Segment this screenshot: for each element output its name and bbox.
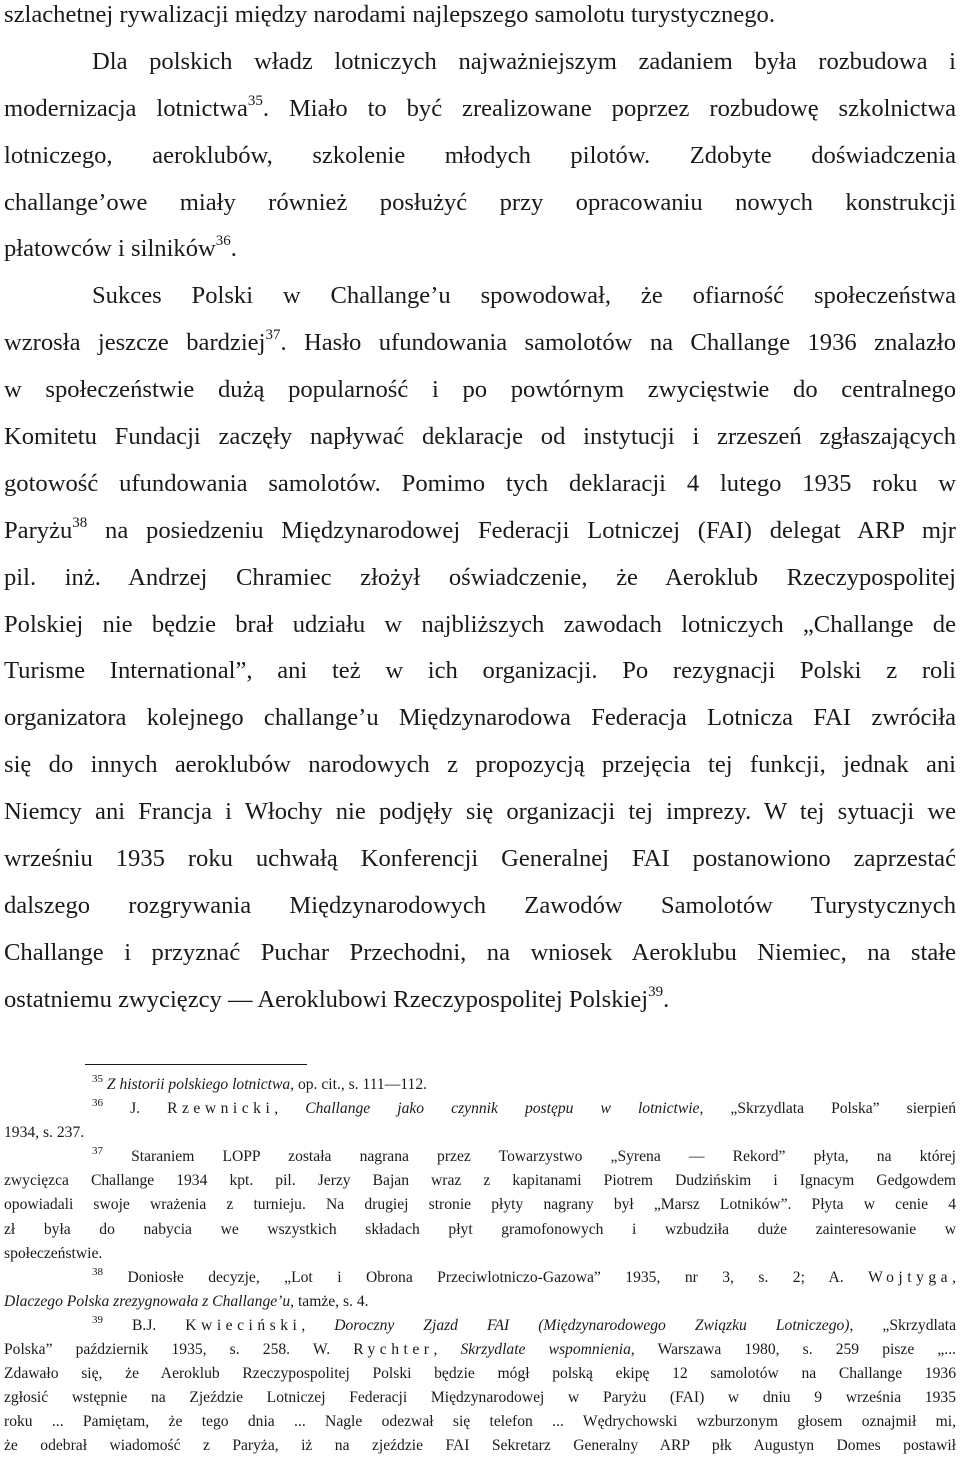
text-run: , [952,1268,956,1286]
text-run: , Warszawa 1980, s. 259 pisze „... [630,1341,957,1359]
footnote-line [4,1338,956,1362]
footnote-line [4,1362,956,1386]
text-run: szlachetnej rywalizacji między narodami najlepszego samolotu turystycznego. [4,1,776,28]
footnote-number: 38 [92,1265,103,1278]
text-line [4,0,956,39]
text-run: organizatora kolejnego challange’u Międzynarodowa Federacja Lotnicza FAI zwróciła [4,704,956,732]
text-run: . [663,985,670,1013]
author-name: Kwieciński [185,1316,302,1334]
text-run: , [433,1341,461,1359]
footnote-line [4,1434,956,1458]
text-run: dalszego rozgrywania Międzynarodowych Zawodów Samolotów Turystycznych [4,891,956,919]
text-line [4,742,956,789]
text-run: , „Skrzydlata [849,1316,956,1334]
footnote-line [4,1218,956,1242]
footnote-35 [4,1073,956,1097]
footnote-number: 37 [92,1145,103,1158]
text-line [4,602,956,649]
text-run: Doroczny Zjazd FAI (Międzynarodowego Związku Lotniczego) [334,1316,850,1334]
text-line [4,367,956,414]
text-run: lotniczego, aeroklubów, szkolenie młodych pilotów. Zdobyte doświadczenia [4,141,956,169]
text-run: wzrosła jeszcze bardziej [4,329,266,357]
text-line [4,789,956,836]
text-run: Skrzydlate wspomnienia [460,1341,631,1359]
text-run: Dla polskich władz lotniczych najważniejszym zadaniem była rozbudowa i [92,47,956,75]
text-run: Staraniem LOPP została nagrana przez Towarzystwo „Syrena — Rekord” płyta, na której [131,1148,956,1166]
author-name: Rychter [353,1341,434,1359]
footnote-ref-35[interactable]: 35 [247,92,263,109]
text-line [4,320,956,367]
text-run: zgłosić wstępnie na Zjeździe Lotniczej Federacji Międzynarodowej w Paryżu (FAI) w dniu 9 września 1935 [4,1389,956,1407]
footnote-37 [4,1145,956,1169]
footnote-ref-36[interactable]: 36 [215,233,231,250]
footnote-ref-39[interactable]: 39 [648,983,664,1000]
text-run: wrześniu 1935 roku uchwałą Konferencji Generalnej FAI postanowiono zaprzestać [4,845,956,873]
text-run: Niemcy ani Francja i Włochy nie podjęły się organizacji tej imprezy. W tej sytuacji we [4,798,956,826]
text-run: . [230,235,237,263]
text-run: Doniosłe decyzje, „Lot i Obrona Przeciwlotniczo-Gazowa” 1935, nr 3, s. 2; A. [127,1268,869,1286]
footnote-line [4,1290,956,1314]
text-run: , „Skrzydlata Polska” sierpień [699,1100,957,1118]
text-run: na posiedzeniu Międzynarodowej Federacji Lotniczej (FAI) delegat ARP mjr [87,516,956,544]
text-run: Z historii polskiego lotnictwa [106,1076,291,1093]
text-run: Turisme International”, ani też w ich organizacji. Po rezygnacji Polski z roli [4,657,956,685]
text-run: Dlaczego Polska zrezygnowała z Challange’u [4,1292,291,1310]
text-run: opowiadali swoje wrażenia z turnieju. Na drugiej stronie płyty nagrany był „Marsz Lotników”. Płyta w cenie 4 [4,1196,956,1214]
text-run: pil. inż. Andrzej Chramiec złożył oświadczenie, że Aeroklub Rzeczypospolitej [4,563,956,591]
text-run: gotowość ufundowania samolotów. Pomimo tych deklaracji 4 lutego 1935 roku w [4,469,956,497]
footnotes [4,1073,956,1459]
text-run: roku ... Pamiętam, że tego dnia ... Nagle odezwał się telefon ... Wędrychowski wzburzonym głosem oznajmił mi, [4,1413,956,1431]
footnote-line [4,1410,956,1434]
text-line [4,133,956,180]
text-run: Zdawało się, że Aeroklub Rzeczypospolitej Polski będzie mógł polską ekipę 12 samolotów na Challange 1936 [4,1365,956,1383]
footnote-39 [4,1314,956,1338]
footnote-line [4,1193,956,1217]
text-line [4,180,956,227]
text-run: , tamże, s. 4. [290,1292,369,1310]
text-run: J. [130,1100,168,1118]
text-line [4,836,956,883]
author-name: Rzewnicki [167,1100,275,1118]
text-run: B.J. [132,1316,186,1334]
text-run: ostatniemu zwycięzcy — Aeroklubowi Rzeczypospolitej Polskiej [4,985,649,1013]
text-line [4,695,956,742]
text-run: płatowców i silników [4,235,216,263]
footnote-separator [85,1064,307,1065]
footnote-line [4,1386,956,1410]
text-run: 1934, s. 237. [4,1124,85,1142]
text-line [4,414,956,461]
text-run: się do innych aeroklubów narodowych z propozycją przejęcia tej funkcji, jednak ani [4,751,956,779]
footnote-number: 35 [92,1073,103,1085]
text-line [4,883,956,930]
text-run: w społeczeństwie dużą popularność i po powtórnym zwycięstwie do centralnego [4,376,956,404]
text-run: . Hasło ufundowania samolotów na Challange 1936 znalazło [280,329,956,357]
text-line [4,508,956,555]
text-line [4,226,956,273]
text-line [4,461,956,508]
text-run: że odebrał wiadomość z Paryża, iż na zjeździe FAI Sekretarz Generalny ARP płk Augustyn Domes postawił [4,1437,956,1455]
text-run: Polska” październik 1935, s. 258. W. [4,1341,354,1359]
text-line [4,930,956,977]
paragraph-start-line [4,39,956,86]
text-run: challange’owe miały również posłużyć przy opracowaniu nowych konstrukcji [4,188,956,216]
text-run: . Miało to być zrealizowane poprzez rozbudowę szkolnictwa [262,94,957,122]
text-run: zł była do nabycia we wszystkich składach płyt gramofonowych i wzbudziła duże zainteresowanie w [4,1220,956,1238]
footnote-ref-38[interactable]: 38 [72,514,88,531]
text-run: Challange i przyznać Puchar Przechodni, na wniosek Aeroklubu Niemiec, na stałe [4,938,956,966]
main-text [4,0,956,1024]
text-line [4,555,956,602]
text-run: Paryżu [4,516,73,544]
text-run: , op. cit., s. 111—112. [290,1076,428,1093]
text-run: , [301,1316,335,1334]
text-run: Sukces Polski w Challange’u spowodował, że ofiarność społeczeństwa [92,282,956,310]
text-run: zwycięzca Challange 1934 kpt. pil. Jerzy Bajan wraz z kapitanami Piotrem Dudzińskim i Ignacym Gedgowdem [4,1172,956,1190]
text-run: , [274,1100,306,1118]
text-line [4,648,956,695]
text-run: Polskiej nie będzie brał udziału w najbliższych zawodach lotniczych „Challange de [4,610,956,638]
footnote-line [4,1242,956,1266]
footnote-38 [4,1266,956,1290]
text-run: Challange jako czynnik postępu w lotnictwie [305,1100,700,1118]
footnote-line [4,1169,956,1193]
text-run: modernizacja lotnictwa [4,94,248,122]
paragraph-start-line [4,273,956,320]
footnote-line [4,1121,956,1145]
author-name: Wojtyga [868,1268,953,1286]
footnote-36 [4,1097,956,1121]
footnote-ref-37[interactable]: 37 [265,327,281,344]
footnote-number: 39 [92,1313,103,1326]
text-line [4,86,956,133]
text-run: społeczeństwie. [4,1244,103,1262]
text-run: Komitetu Fundacji zaczęły napływać deklaracje od instytucji i zrzeszeń zgłaszających [4,423,956,451]
footnote-number: 36 [92,1097,103,1110]
text-line [4,977,956,1024]
